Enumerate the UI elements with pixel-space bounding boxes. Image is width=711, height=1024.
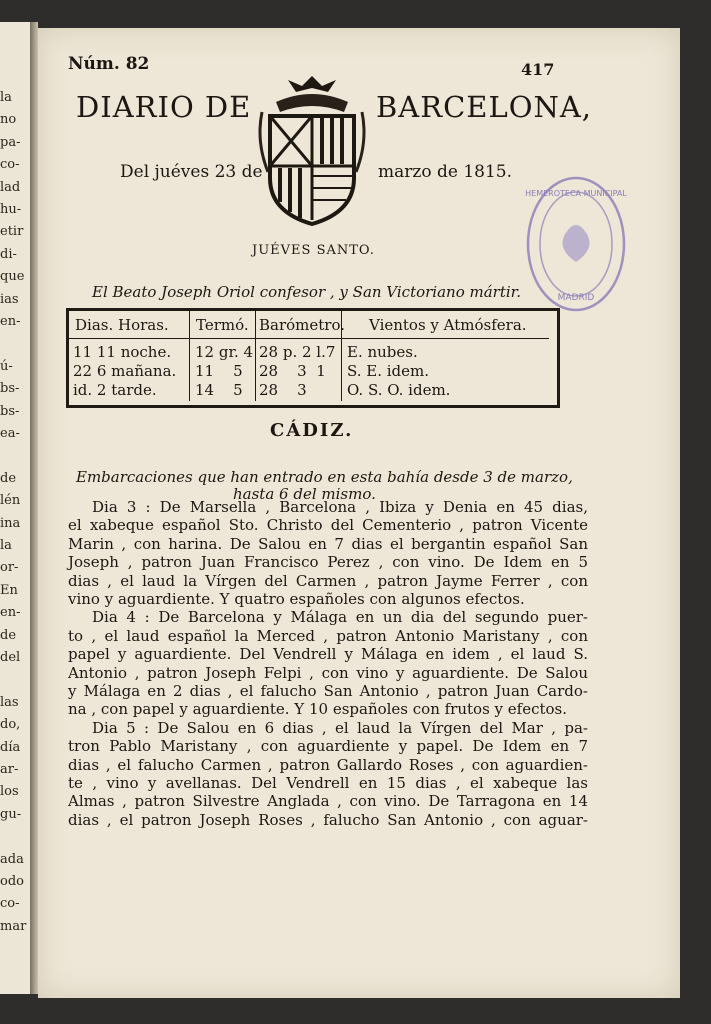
body-text-line: Antonio , patron Joseph Felpi , con vino y aguardiente. De Salou	[68, 663, 588, 682]
body-text-line: dias , el patron Joseph Roses , falucho San Antonio , con aguar-	[68, 810, 588, 829]
left-page-fragment: En	[0, 582, 18, 598]
left-page-fragment: etir	[0, 224, 24, 240]
left-page-fragment: di-	[0, 246, 17, 262]
left-page-fragment: lad	[0, 179, 21, 195]
masthead-right: BARCELONA,	[376, 90, 593, 124]
weather-cell: id. 2 tarde.	[73, 381, 157, 399]
masthead-left: DIARIO DE	[76, 90, 252, 124]
stamp-bottom-text: MADRID	[557, 293, 595, 303]
weather-cell: S. E. idem.	[347, 362, 430, 380]
arrivals-heading-cont: hasta 6 del mismo.	[233, 485, 376, 503]
weather-cell: 28 p. 2 l.7	[259, 343, 336, 361]
left-page-fragment: pa-	[0, 134, 21, 150]
left-page-fragment: gu-	[0, 806, 22, 822]
weather-header-temp: Termó.	[196, 316, 249, 334]
stamp-top-text: HEMEROTECA MUNICIPAL	[525, 189, 627, 198]
left-page-fragment: los	[0, 784, 19, 800]
body-text-line: vino y aguardiente. Y quatro españoles con algunos efectos.	[68, 590, 525, 608]
issue-number: Núm. 82	[68, 54, 150, 74]
body-text-line: na , con papel y aguardiente. Y 10 españoles con frutos y efectos.	[68, 700, 568, 719]
body-text-line: tron Pablo Maristany , con aguardiente y papel. De Idem en 7	[68, 737, 588, 756]
weather-cell: 12 gr. 4	[195, 343, 254, 361]
body-text-line: to , el laud español la Merced , patron Antonio Maristany , con	[68, 626, 588, 645]
book-gutter	[30, 22, 38, 994]
weather-header-winds: Vientos y Atmósfera.	[369, 316, 527, 334]
section-title: CÁDIZ.	[270, 420, 354, 441]
body-text-line: te , vino y avellanas. Del Vendrell en 15 dias , el xabeque las	[68, 774, 588, 792]
saints-of-day: El Beato Joseph Oriol confesor , y San Victoriano mártir.	[92, 283, 521, 301]
date-left: Del juéves 23 de	[120, 162, 263, 182]
body-text-line: el xabeque español Sto. Christo del Cementerio , patron Vicente	[68, 516, 588, 535]
left-page-edge	[0, 22, 32, 994]
weather-cell: 22 6 mañana.	[73, 362, 177, 380]
arrivals-heading: Embarcaciones que han entrado en esta bahía desde 3 de marzo,	[76, 468, 573, 486]
left-page-fragment: de	[0, 627, 17, 643]
body-text-line: Dia 5 : De Salou en 6 dias , el laud la Vírgen del Mar , pa-	[92, 718, 588, 737]
left-page-fragment: en-	[0, 314, 21, 329]
left-page-fragment: día	[0, 739, 21, 755]
weather-header-barometer: Barómetro.	[259, 316, 346, 334]
left-page-fragment: odo	[0, 874, 24, 889]
left-page-fragment: ias	[0, 291, 19, 307]
body-text-line: Dia 3 : De Marsella , Barcelona , Ibiza y Denia en 45 dias,	[92, 498, 588, 516]
body-text-line: dias , el laud la Vírgen del Carmen , patron Jayme Ferrer , con	[68, 571, 588, 590]
left-page-fragment: ar-	[0, 762, 19, 777]
weather-table	[66, 308, 560, 408]
body-text-line: Almas , patron Silvestre Anglada , con vino. De Tarragona en 14	[68, 792, 588, 811]
left-page-fragment: la	[0, 538, 12, 553]
left-page-fragment: bs-	[0, 403, 20, 419]
left-page-fragment: ú-	[0, 358, 13, 374]
body-text-line: Marin , con harina. De Salou en 7 dias el bergantin español San	[68, 534, 588, 553]
barcelona-crest-icon	[256, 72, 368, 230]
left-page-fragment: co-	[0, 157, 20, 173]
weather-cell: 11 5	[195, 362, 243, 380]
body-text-line: Dia 4 : De Barcelona y Málaga en un dia del segundo puer-	[92, 608, 588, 627]
library-stamp	[524, 174, 628, 314]
weather-cell: O. S. O. idem.	[347, 381, 451, 399]
weather-header-hours: Dias. Horas.	[75, 316, 169, 334]
left-page-fragment: bs-	[0, 381, 20, 397]
left-page-fragment: or-	[0, 560, 19, 576]
left-page-fragment: lén	[0, 493, 21, 509]
feast-day: JUÉVES SANTO.	[252, 243, 375, 258]
left-page-fragment: del	[0, 650, 21, 665]
left-page-fragment: do,	[0, 717, 21, 733]
weather-cell: 28 3	[259, 381, 307, 399]
left-page-fragment: ea-	[0, 426, 20, 441]
left-page-fragment: la	[0, 90, 12, 105]
weather-cell: E. nubes.	[347, 343, 418, 361]
left-page-fragment: mar	[0, 918, 27, 934]
left-page-fragment: en-	[0, 605, 21, 621]
left-page-fragment: hu-	[0, 202, 22, 217]
left-page-fragment: de	[0, 470, 17, 486]
body-text-line: papel y aguardiente. Del Vendrell y Málaga en idem , el laud S.	[68, 645, 588, 664]
left-page-fragment: no	[0, 112, 17, 128]
left-page-fragment: las	[0, 694, 19, 710]
weather-cell: 11 11 noche.	[73, 343, 172, 361]
date-right: marzo de 1815.	[378, 162, 512, 182]
newspaper-page	[38, 28, 680, 998]
weather-cell: 28 3 1	[259, 362, 326, 380]
left-page-fragment: ada	[0, 851, 24, 867]
body-text-line: dias , el falucho Carmen , patron Gallardo Roses , con aguardien-	[68, 755, 588, 774]
left-page-fragment: que	[0, 269, 25, 285]
body-text-line: y Málaga en 2 dias , el falucho San Antonio , patron Juan Cardo-	[68, 682, 588, 700]
left-page-fragment: co-	[0, 896, 20, 912]
body-text-line: Joseph , patron Juan Francisco Perez , con vino. De Idem en 5	[68, 553, 588, 572]
weather-cell: 14 5	[195, 381, 243, 399]
left-page-fragment: ina	[0, 515, 21, 531]
page-number: 417	[521, 60, 555, 79]
